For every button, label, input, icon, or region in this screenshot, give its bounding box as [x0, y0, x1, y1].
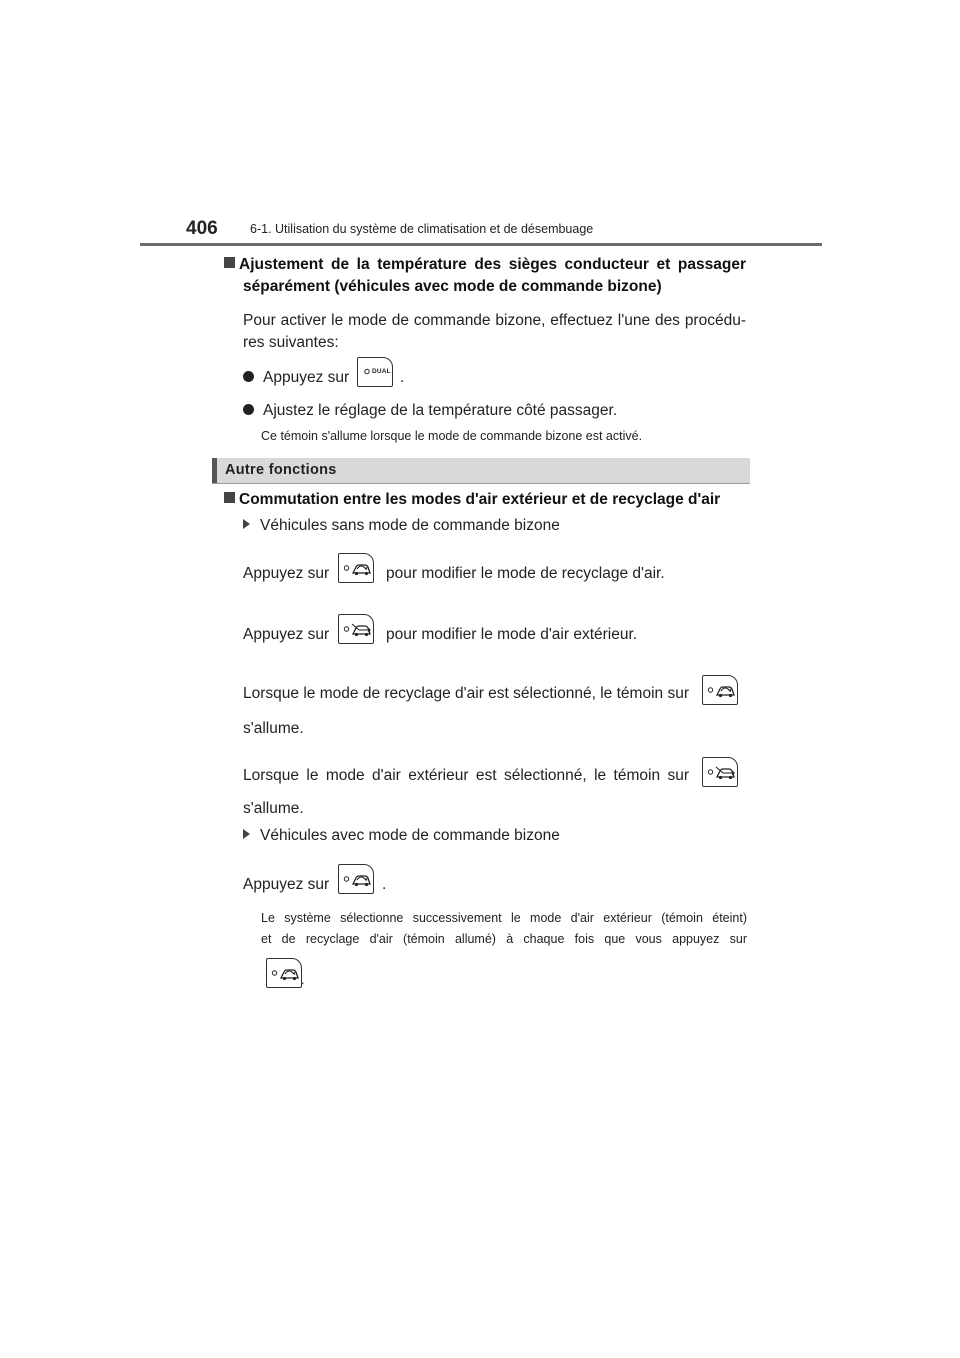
- line1-suffix: pour modifier le mode de recyclage d'air.: [386, 565, 665, 582]
- air-recirculation-icon: [267, 959, 303, 989]
- air-recirculation-button-icon: [338, 864, 374, 894]
- section2-heading: Commutation entre les modes d'air extérieur et de recyclage d'air: [224, 489, 720, 511]
- section-bar-underline: [212, 483, 750, 484]
- bullet-item-press-dual: Appuyez sur: [243, 367, 349, 389]
- note-line1: Le système sélectionne successivement le mode d'air extérieur (témoin éteint): [261, 911, 747, 925]
- line5-period: .: [382, 876, 387, 893]
- sub-item-without-dual: Véhicules sans mode de commande bizone: [243, 515, 560, 537]
- square-bullet-icon: [224, 492, 235, 503]
- note-period: .: [301, 973, 305, 987]
- line3-prefix: Lorsque le mode de recyclage d'air est sélectionné, le témoin sur: [243, 685, 689, 702]
- air-recirculation-button-icon: [702, 675, 738, 705]
- air-recirculation-button-icon: [338, 553, 374, 583]
- air-recirculation-button-icon: [266, 958, 302, 988]
- dual-button-icon: [357, 357, 393, 387]
- bullet-icon: [243, 404, 254, 415]
- line3-suffix: s'allume.: [243, 720, 304, 737]
- section-title: Autre fonctions: [225, 462, 337, 478]
- header-divider: [140, 243, 822, 246]
- line2-suffix: pour modifier le mode d'air extérieur.: [386, 626, 638, 643]
- line5-prefix: Appuyez sur: [243, 876, 330, 893]
- section1-heading-line2: séparément (véhicules avec mode de commande bizone): [243, 278, 662, 295]
- section1-para-line2: res suivantes:: [243, 334, 339, 351]
- section-title-bar: [212, 458, 750, 484]
- outside-air-icon: [703, 758, 739, 788]
- air-recirculation-icon: [339, 554, 375, 584]
- triangle-bullet-icon: [243, 829, 250, 839]
- air-recirculation-icon: [339, 865, 375, 895]
- chapter-title: 6-1. Utilisation du système de climatisation et de désembuage: [250, 222, 594, 236]
- bullet-item-adjust-passenger: Ajustez le réglage de la température côté passager.: [243, 400, 617, 422]
- outside-air-button-icon: [702, 757, 738, 787]
- line2-prefix: Appuyez sur: [243, 626, 330, 643]
- bullet1-period: .: [400, 369, 405, 386]
- dual-button-label: DUAL: [372, 368, 391, 375]
- line4-prefix: Lorsque le mode d'air extérieur est sélectionné, le témoin sur: [243, 767, 689, 784]
- line1-prefix: Appuyez sur: [243, 565, 330, 582]
- page-number: 406: [186, 218, 218, 239]
- air-recirculation-icon: [703, 676, 739, 706]
- sub-item-with-dual: Véhicules avec mode de commande bizone: [243, 825, 560, 847]
- outside-air-icon: [339, 615, 375, 645]
- square-bullet-icon: [224, 257, 235, 268]
- note-line2: et de recyclage d'air (témoin allumé) à chaque fois que vous appuyez sur: [261, 932, 747, 946]
- dual-mode-note: Ce témoin s'allume lorsque le mode de commande bizone est activé.: [261, 429, 643, 443]
- triangle-bullet-icon: [243, 519, 250, 529]
- section-bar-accent: [212, 458, 217, 484]
- section1-heading-line1: Ajustement de la température des sièges conducteur et passager: [224, 254, 746, 276]
- bullet-icon: [243, 371, 254, 382]
- line4-suffix: s'allume.: [243, 800, 304, 817]
- outside-air-button-icon: [338, 614, 374, 644]
- section1-para-line1: Pour activer le mode de commande bizone, effectuez l'une des procédu-: [243, 312, 746, 329]
